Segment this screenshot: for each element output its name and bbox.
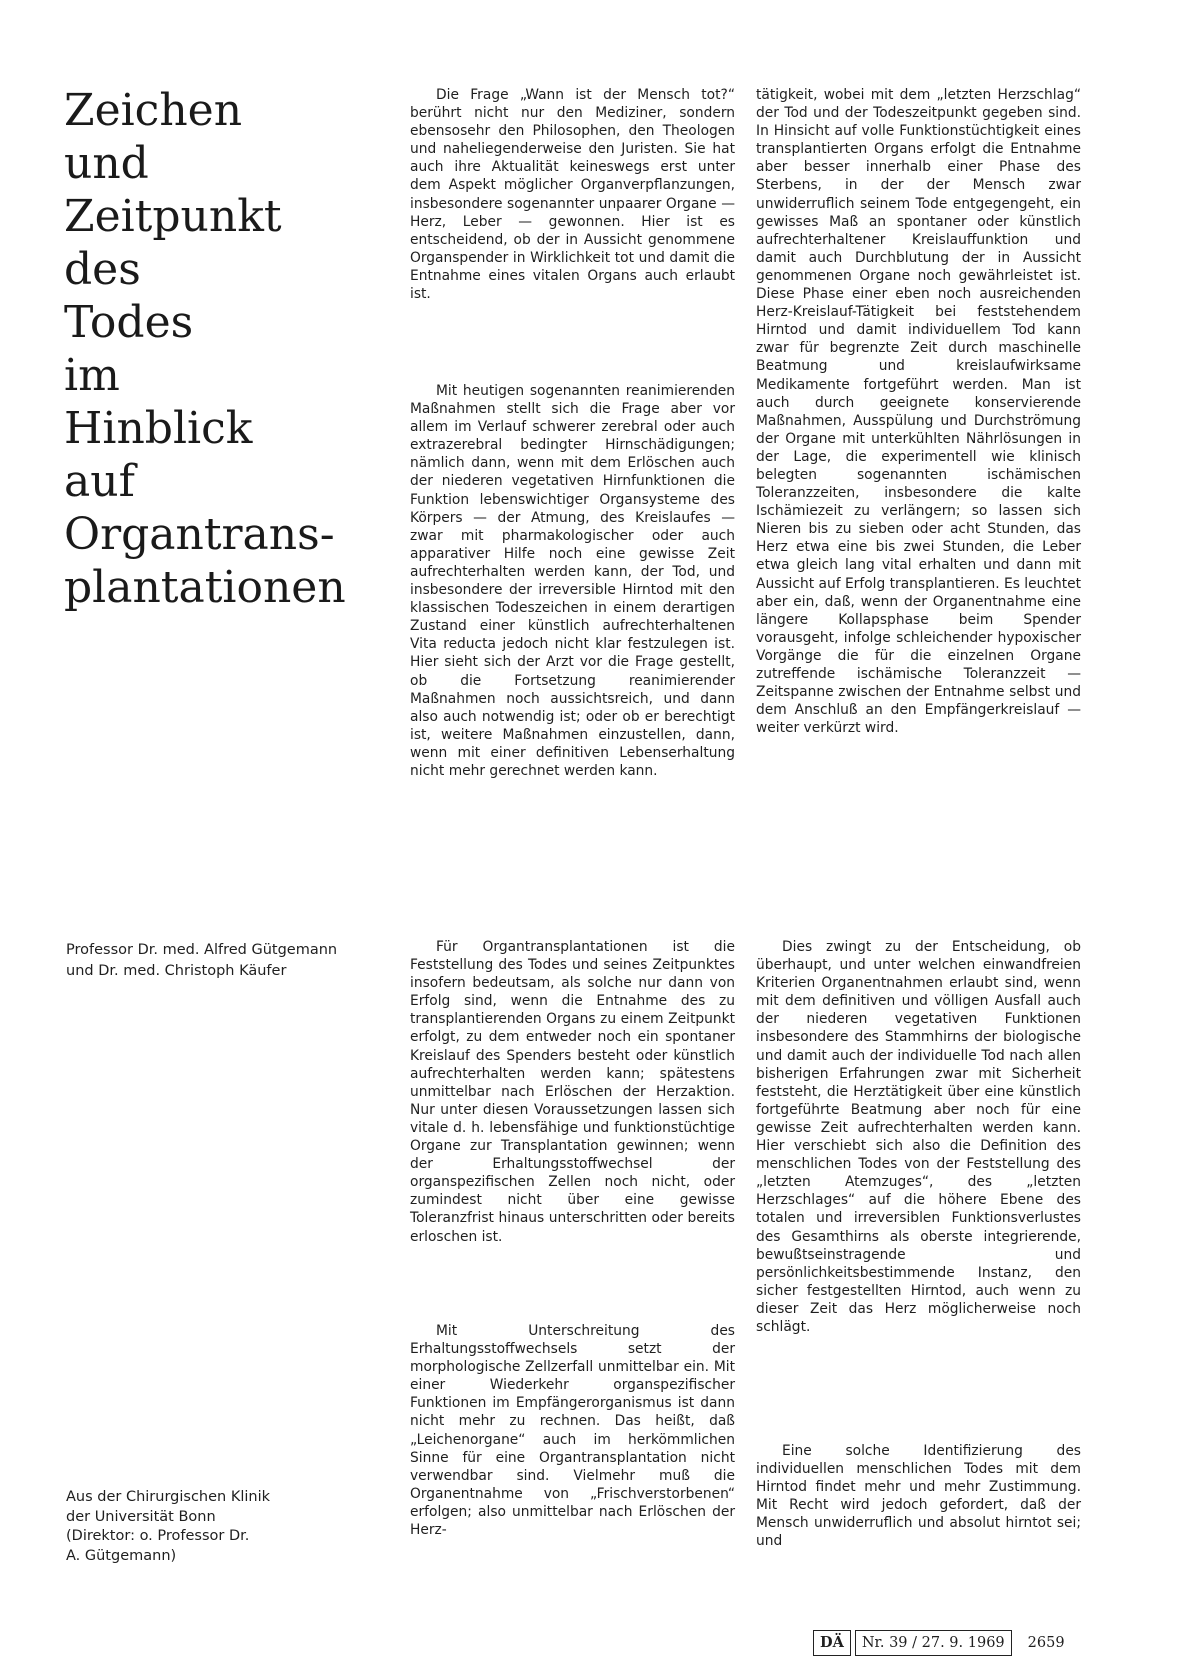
body-paragraph: Für Organtransplantationen ist die Feststellung des Todes und seines Zeitpunktes insofern bedeutsam, als solche nur dann von Erfolg sind, wenn die Entnahme des zu transplantierenden Organs zu einem Zeitpunkt erfolgt, zu dem entweder noch ein spontaner Kreislauf des Spenders besteht oder künstlich aufrechterhalten werden kann; spätestens unmittelbar nach Erlöschen der Herzaktion. Nur unter diesen Voraussetzungen lassen sich vitale d. h. lebensfähige und funktionstüchtige Organe zur Transplantation gewinnen; wenn der Erhaltungsstoffwechsel der organspezifischen Zellen noch nicht, oder zumindest nicht über eine gewisse Toleranzfrist hinaus unterschritten oder bereits erloschen ist.	[410, 939, 735, 1245]
body-paragraph: Mit Unterschreitung des Erhaltungsstoffwechsels setzt der morphologische Zellzerfall unmittelbar ein. Mit einer Wiederkehr organspezifischer Funktionen im Empfängerorganismus ist dann nicht mehr zu rechnen. Das heißt, daß „Leichenorgane“ auch im herkömmlichen Sinne für eine Organtransplantation nicht verwendbar sind. Vielmehr muß die Organentnahme von „Frischverstorbenen“ erfolgen; also unmittelbar nach Erlöschen der Herz-	[410, 1323, 735, 1539]
article-headline	[64, 84, 384, 614]
headline-line: Zeichen	[64, 85, 243, 136]
page-footer	[813, 1630, 1065, 1656]
body-paragraph: Dies zwingt zu der Entscheidung, ob überhaupt, und unter welchen einwandfreien Kriterien Organentnahmen erlaubt sind, wenn mit dem definitiven und völligen Ausfall auch der niederen vegetativen Funktionen insbesondere des Stammhirns der biologische und damit auch der individuelle Tod nach allen bisherigen Erfahrungen zwar mit Sicherheit feststeht, die Herztätigkeit über eine künstlich fortgeführte Beatmung aber noch für eine gewisse Zeit aufrechterhalten werden kann. Hier verschiebt sich also die Definition des menschlichen Todes von der Feststellung des „letzten Atemzuges“, des „letzten Herzschlages“ auf die höhere Ebene des totalen und irreversiblen Funktionsverlustes des Gesamthirns als oberste integrierende, bewußtseinstragende und persönlichkeitsbestimmende Instanz, den sicher festgestellten Hirntod, auch wenn zu dieser Zeit das Herz möglicherweise noch schlägt.	[756, 939, 1081, 1335]
body-paragraph: Die Frage „Wann ist der Mensch tot?“ berührt nicht nur den Mediziner, sondern ebensosehr den Philosophen, den Theologen und naheliegenderweise den Juristen. Sie hat auch ihre Aktualität keineswegs erst unter dem Aspekt möglicher Organverpflanzungen, insbesondere sogenannter unpaarer Organe — Herz, Leber — gewonnen. Hier ist es entscheidend, ob der in Aussicht genommene Organspender in Wirklichkeit tot und damit die Entnahme eines vitalen Organs auch erlaubt ist.	[410, 87, 735, 303]
affiliation-line: (Direktor: o. Professor Dr.	[66, 1528, 250, 1544]
author-line: Professor Dr. med. Alfred Gütgemann	[66, 942, 338, 958]
affiliation-line: A. Gütgemann)	[66, 1547, 177, 1564]
headline-line: Organtrans-	[64, 509, 335, 560]
headline-line: plantationen	[64, 562, 346, 613]
affiliation-line: der Universität Bonn	[66, 1508, 216, 1525]
author-byline	[66, 940, 406, 982]
body-paragraph: Eine solche Identifizierung des individuellen menschlichen Todes mit dem Hirntod findet mehr und mehr Zustimmung. Mit Recht wird jedoch gefordert, daß der Mensch unwiderruflich und absolut hirntot sei; und	[756, 1443, 1081, 1550]
journal-logo: DÄ	[813, 1630, 851, 1656]
headline-line: und	[64, 138, 149, 189]
headline-line: des	[64, 244, 141, 295]
affiliation-line: Aus der Chirurgischen Klinik	[66, 1489, 271, 1505]
affiliation-note	[66, 1488, 386, 1566]
headline-line: im	[64, 350, 120, 401]
body-paragraph: Mit heutigen sogenannten reanimierenden Maßnahmen stellt sich die Frage aber vor allem im Verlauf schwerer zerebral oder auch extrazerebral bedingter Hirnschädigungen; nämlich dann, wenn mit dem Erlöschen auch der niederen vegetativen Hirnfunktionen die Funktion lebenswichtiger Organsysteme des Körpers — der Atmung, des Kreislaufes — zwar mit pharmakologischer oder auch apparativer Hilfe noch eine gewisse Zeit aufrechterhalten werden kann, der Tod, und insbesondere der irreversible Hirntod mit den klassischen Todeszeichen in einem derartigen Zustand einer künstlich aufrechterhaltenen Vita reducta jedoch nicht klar festzulegen ist. Hier sieht sich der Arzt vor die Frage gestellt, ob die Fortsetzung reanimierender Maßnahmen noch aussichtsreich, und dann also auch notwendig ist; oder ob er berechtigt ist, weitere Maßnahmen einzustellen, dann, wenn mit einer definitiven Lebenserhaltung nicht mehr gerechnet werden kann.	[410, 383, 735, 779]
page-number: 2659	[1027, 1635, 1065, 1651]
author-line: und Dr. med. Christoph Käufer	[66, 963, 287, 979]
headline-line: Zeitpunkt	[64, 191, 282, 242]
headline-line: auf	[64, 456, 135, 507]
headline-line: Todes	[64, 297, 194, 348]
issue-reference: Nr. 39 / 27. 9. 1969	[855, 1630, 1012, 1656]
headline-line: Hinblick	[64, 403, 253, 454]
body-paragraph: tätigkeit, wobei mit dem „letzten Herzschlag“ der Tod und der Todeszeitpunkt gegeben sind. In Hinsicht auf volle Funktionstüchtigkeit eines transplantierten Organs erfolgt die Entnahme aber besser innerhalb einer Phase des Sterbens, in der der Mensch zwar unwiderruflich seinem Tode entgegengeht, ein gewisses Maß an spontaner oder künstlich aufrechterhaltener Kreislauffunktion und damit auch Durchblutung der in Aussicht genommenen Organe noch gewährleistet ist. Diese Phase einer eben noch ausreichenden Herz-Kreislauf-Tätigkeit bei feststehendem Hirntod und damit individuellem Tod kann zwar für begrenzte Zeit durch maschinelle Beatmung und kreislaufwirksame Medikamente fortgeführt werden. Man ist auch durch geeignete konservierende Maßnahmen, Ausspülung und Durchströmung der Organe mit unterkühlten Nährlösungen in der Lage, die experimentell wie klinisch belegten sogenannten ischämischen Toleranzzeiten, insbesondere die kalte Ischämiezeit zu verlängern; so lassen sich Nieren bis zu sieben oder acht Stunden, das Herz etwa eine bis zwei Stunden, die Leber etwa gleich lang vital erhalten und dann mit Aussicht auf Erfolg transplantieren. Es leuchtet aber ein, daß, wenn der Organentnahme eine längere Kollapsphase beim Spender vorausgeht, infolge schleichender hypoxischer Vorgänge die für die einzelnen Organe zutreffende ischämische Toleranzzeit — Zeitspanne zwischen der Entnahme selbst und dem Anschluß an den Empfängerkreislauf — weiter verkürzt wird.	[756, 87, 1081, 737]
